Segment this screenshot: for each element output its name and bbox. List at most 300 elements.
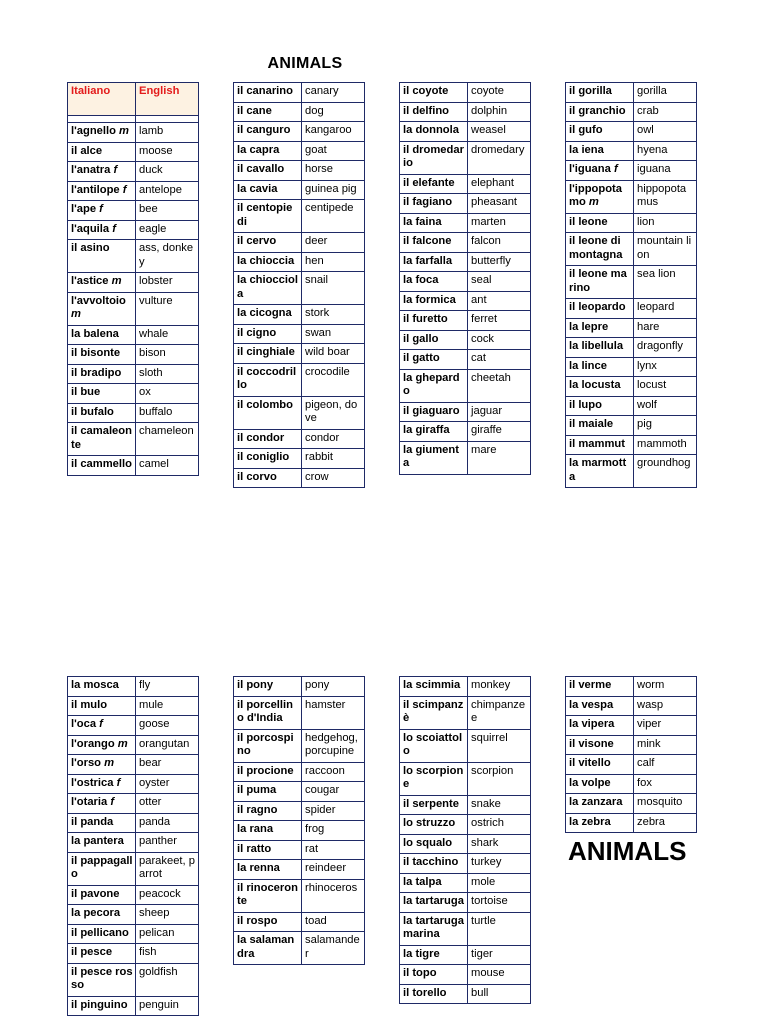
italian-term [68, 944, 136, 964]
italian-term [400, 350, 468, 370]
table-row [566, 233, 697, 266]
italian-word: il rospo [237, 914, 278, 927]
table-row [400, 174, 531, 194]
italian-term [234, 305, 302, 325]
italian-word: la balena [71, 327, 119, 340]
italian-term [566, 755, 634, 775]
italian-word: la faina [403, 215, 442, 228]
table-row [400, 945, 531, 965]
gender-marker: f [613, 163, 618, 175]
italian-word: il pappagallo [71, 854, 133, 880]
english-term: kangaroo [302, 122, 365, 142]
table-row [400, 795, 531, 815]
italian-term [400, 330, 468, 350]
english-term: leopard [634, 299, 697, 319]
table-row [566, 774, 697, 794]
italian-term [566, 266, 634, 299]
table-row [68, 201, 199, 221]
english-term: seal [468, 272, 531, 292]
table-row [68, 403, 199, 423]
english-term: lamb [136, 123, 199, 143]
english-term: toad [302, 912, 365, 932]
italian-term [234, 840, 302, 860]
english-term: crab [634, 102, 697, 122]
italian-term [566, 813, 634, 833]
italian-term [68, 292, 136, 325]
italian-word: la ghepardo [403, 371, 460, 397]
italian-word: l'orango [71, 737, 115, 750]
italian-term [566, 357, 634, 377]
gender-marker: m [111, 275, 122, 287]
table-row [400, 912, 531, 945]
gender-marker: f [112, 222, 116, 235]
table-row [566, 180, 697, 213]
table-row [400, 984, 531, 1004]
italian-word: il falcone [403, 235, 452, 247]
english-term: locust [634, 377, 697, 397]
english-term: sea lion [634, 266, 697, 299]
table-row [68, 755, 199, 775]
table-row [566, 455, 697, 488]
english-term: crocodile [302, 363, 365, 396]
italian-term [566, 774, 634, 794]
english-term: goose [136, 716, 199, 736]
italian-word: il cavallo [237, 163, 285, 175]
english-term: hare [634, 318, 697, 338]
italian-term [68, 201, 136, 221]
vocab-table-6 [233, 676, 365, 965]
italian-term [400, 272, 468, 292]
italian-term [68, 696, 136, 716]
english-term: pelican [136, 924, 199, 944]
english-term: mountain lion [634, 233, 697, 266]
italian-word: il bisonte [71, 347, 121, 359]
english-term: hedgehog, porcupine [302, 729, 365, 762]
english-term: moose [136, 142, 199, 162]
italian-term [68, 716, 136, 736]
italian-word: la mosca [71, 679, 119, 691]
italian-word: il gorilla [569, 85, 612, 97]
italian-word: la farfalla [403, 254, 453, 267]
gender-marker: f [122, 183, 127, 196]
table-row [68, 696, 199, 716]
english-term: cougar [302, 782, 365, 802]
english-term: orangutan [136, 735, 199, 755]
english-term: camel [136, 456, 199, 476]
italian-word: l'otaria [71, 796, 108, 808]
italian-word: la giumenta [403, 443, 459, 469]
italian-term [566, 396, 634, 416]
italian-term [68, 755, 136, 775]
table-row [68, 852, 199, 885]
italian-term [68, 774, 136, 794]
italian-term [400, 233, 468, 253]
table-row [566, 755, 697, 775]
english-term: coyote [468, 83, 531, 103]
table-row [68, 677, 199, 697]
english-term: condor [302, 429, 365, 449]
italian-term [566, 180, 634, 213]
italian-term [68, 963, 136, 996]
table-row [68, 292, 199, 325]
english-term: hen [302, 252, 365, 272]
english-term: whale [136, 325, 199, 345]
table-row [234, 468, 365, 488]
table-row [566, 677, 697, 697]
italian-word: la iena [569, 143, 604, 156]
table-row [400, 272, 531, 292]
italian-word: la chiocciola [237, 274, 298, 300]
italian-word: il panda [71, 815, 114, 828]
vocab-table-8 [565, 676, 697, 833]
italian-word: il verme [569, 679, 612, 691]
italian-word: l'astice [71, 275, 109, 287]
table-row [400, 194, 531, 214]
table-row [400, 252, 531, 272]
italian-term [400, 213, 468, 233]
italian-term [68, 162, 136, 182]
table-row [400, 873, 531, 893]
english-term: dromedary [468, 141, 531, 174]
english-term: panda [136, 813, 199, 833]
english-term: frog [302, 821, 365, 841]
italian-term [68, 924, 136, 944]
italian-word: la chioccia [237, 254, 295, 267]
italian-term [400, 854, 468, 874]
vocab-table-5 [67, 676, 199, 1016]
italian-term [68, 364, 136, 384]
english-term: marten [468, 213, 531, 233]
italian-word: il gufo [569, 124, 603, 136]
gender-marker: f [116, 776, 121, 789]
table-row [68, 833, 199, 853]
italian-term [68, 677, 136, 697]
gender-marker: f [110, 796, 115, 808]
italian-word: il condor [237, 431, 285, 444]
italian-word: il alce [71, 144, 103, 157]
italian-word: il corvo [237, 470, 277, 483]
italian-word: la volpe [569, 776, 611, 789]
table-row [400, 441, 531, 474]
italian-word: il giaguaro [403, 404, 460, 417]
italian-word: il dromedario [403, 143, 464, 169]
italian-word: il serpente [403, 797, 459, 810]
italian-term [234, 782, 302, 802]
english-term: butterfly [468, 252, 531, 272]
table-row [400, 893, 531, 913]
italian-term [68, 456, 136, 476]
italian-term [234, 429, 302, 449]
italian-term [566, 161, 634, 181]
english-term: raccoon [302, 762, 365, 782]
english-term: mare [468, 441, 531, 474]
italian-term [566, 377, 634, 397]
english-term: pheasant [468, 194, 531, 214]
english-term: zebra [634, 813, 697, 833]
italian-term [566, 102, 634, 122]
italian-word: il puma [237, 784, 277, 796]
italian-word: il centopiedi [237, 202, 293, 228]
italian-term [566, 716, 634, 736]
italian-term [400, 252, 468, 272]
vocab-table-2 [233, 82, 365, 488]
english-term: mink [634, 735, 697, 755]
italian-term [68, 325, 136, 345]
table-row [234, 344, 365, 364]
english-term: guinea pig [302, 180, 365, 200]
table-row [234, 429, 365, 449]
italian-word: il porcospino [237, 731, 294, 757]
table-row [566, 357, 697, 377]
italian-term [566, 794, 634, 814]
table-row [400, 213, 531, 233]
table-row [234, 801, 365, 821]
italian-term [68, 181, 136, 201]
italian-word: il torello [403, 986, 447, 999]
italian-term [400, 893, 468, 913]
italian-term [400, 422, 468, 442]
italian-word: la locusta [569, 379, 621, 391]
italian-term [566, 299, 634, 319]
table-row [400, 422, 531, 442]
table-row [68, 123, 199, 143]
italian-term [234, 801, 302, 821]
english-term: lion [634, 213, 697, 233]
italian-term [400, 945, 468, 965]
table-row [68, 345, 199, 365]
italian-word: il bue [71, 386, 101, 398]
italian-term [566, 318, 634, 338]
italian-term [234, 762, 302, 782]
italian-word: il bradipo [71, 366, 122, 379]
italian-word: il visone [569, 737, 614, 750]
italian-term [566, 677, 634, 697]
english-term: rhinoceros [302, 879, 365, 912]
italian-term [566, 338, 634, 358]
italian-word: la libellula [569, 340, 624, 352]
table-row [234, 396, 365, 429]
english-term: bison [136, 345, 199, 365]
italian-word: l'ostrica [71, 776, 114, 789]
english-term: cock [468, 330, 531, 350]
english-term: goat [302, 141, 365, 161]
english-term: mosquito [634, 794, 697, 814]
gender-marker: m [117, 737, 128, 750]
italian-term [400, 834, 468, 854]
italian-word: il fagiano [403, 196, 453, 208]
english-term: fish [136, 944, 199, 964]
english-term: sheep [136, 905, 199, 925]
gender-marker: m [119, 125, 129, 137]
table-row [68, 162, 199, 182]
english-term: cheetah [468, 369, 531, 402]
italian-term [234, 344, 302, 364]
italian-term [234, 696, 302, 729]
english-term: dolphin [468, 102, 531, 122]
table-row [566, 377, 697, 397]
english-term: jaguar [468, 402, 531, 422]
english-term: pigeon, dove [302, 396, 365, 429]
italian-term [68, 833, 136, 853]
header-italiano: Italiano [68, 83, 136, 116]
table-row [68, 240, 199, 273]
italian-term [234, 161, 302, 181]
italian-term [68, 220, 136, 240]
italian-word: il camaleonte [71, 425, 132, 451]
table-row [234, 677, 365, 697]
english-term: crow [302, 468, 365, 488]
english-term: rabbit [302, 449, 365, 469]
italian-term [566, 233, 634, 266]
english-term: hamster [302, 696, 365, 729]
english-term: mouse [468, 965, 531, 985]
table-row [68, 384, 199, 404]
italian-word: l'agnello [71, 125, 116, 137]
italian-term [400, 815, 468, 835]
table-row [566, 338, 697, 358]
english-term: wild boar [302, 344, 365, 364]
italian-word: l'avvoltoio [71, 294, 126, 307]
italian-term [68, 852, 136, 885]
table-row [566, 122, 697, 142]
table-row [234, 932, 365, 965]
table-header-row [68, 83, 199, 116]
english-term: dog [302, 102, 365, 122]
italian-word: l'oca [71, 718, 97, 730]
italian-term [234, 102, 302, 122]
italian-term [234, 468, 302, 488]
italian-word: l'aquila [71, 222, 110, 235]
italian-word: il colombo [237, 398, 293, 411]
italian-term [234, 396, 302, 429]
english-term: bear [136, 755, 199, 775]
english-term: parakeet, parrot [136, 852, 199, 885]
gender-marker: f [99, 203, 103, 215]
table-row [234, 729, 365, 762]
italian-term [234, 677, 302, 697]
english-term: worm [634, 677, 697, 697]
italian-term [68, 123, 136, 143]
english-term: groundhog [634, 455, 697, 488]
italian-word: il ragno [237, 803, 278, 816]
italian-word: la vespa [569, 698, 614, 711]
table-row [68, 181, 199, 201]
english-term: cat [468, 350, 531, 370]
english-term: scorpion [468, 762, 531, 795]
table-row [400, 350, 531, 370]
italian-term [68, 905, 136, 925]
italian-word: il pinguino [71, 998, 128, 1011]
vocab-table-4 [565, 82, 697, 488]
table-row [566, 735, 697, 755]
italian-term [400, 122, 468, 142]
italian-word: l'orso [71, 757, 102, 769]
italian-word: lo struzzo [403, 817, 456, 829]
italian-term [234, 272, 302, 305]
italian-word: il elefante [403, 176, 455, 189]
italian-term [234, 363, 302, 396]
italian-term [400, 311, 468, 331]
english-term: reindeer [302, 860, 365, 880]
italian-term [400, 677, 468, 697]
english-term: hippopotamus [634, 180, 697, 213]
italian-word: la zebra [569, 815, 611, 828]
table-row [400, 233, 531, 253]
italian-word: la tartaruga marina [403, 914, 464, 940]
italian-word: il maiale [569, 418, 614, 430]
english-term: pig [634, 416, 697, 436]
italian-word: la renna [237, 862, 280, 874]
table-row [400, 762, 531, 795]
italian-word: il ratto [237, 842, 272, 855]
english-term: sloth [136, 364, 199, 384]
italian-term [234, 879, 302, 912]
vocab-table-7 [399, 676, 531, 1004]
italian-word: il cigno [237, 326, 277, 339]
vocab-table-3 [399, 82, 531, 475]
english-term: fly [136, 677, 199, 697]
italian-word: la cavia [237, 182, 278, 195]
table-row [68, 325, 199, 345]
table-row [566, 266, 697, 299]
gender-marker: m [588, 196, 599, 208]
italian-term [234, 912, 302, 932]
table-row [234, 180, 365, 200]
table-row [234, 821, 365, 841]
table-row [234, 840, 365, 860]
table-row [234, 762, 365, 782]
table-row [566, 318, 697, 338]
table-row [400, 122, 531, 142]
italian-word: il furetto [403, 313, 448, 325]
english-term: owl [634, 122, 697, 142]
italian-word: il topo [403, 967, 437, 979]
table-row [400, 311, 531, 331]
italian-word: il coyote [403, 85, 449, 97]
italian-term [234, 729, 302, 762]
english-term: elephant [468, 174, 531, 194]
table-row [566, 435, 697, 455]
table-row [234, 860, 365, 880]
english-term: mole [468, 873, 531, 893]
table-row [566, 794, 697, 814]
italian-word: il pavone [71, 887, 120, 900]
english-term: hyena [634, 141, 697, 161]
english-term: rat [302, 840, 365, 860]
italian-word: il canarino [237, 85, 293, 97]
table-row [400, 729, 531, 762]
gender-marker: m [71, 308, 81, 320]
italian-term [400, 174, 468, 194]
italian-word: il coccodrillo [237, 365, 297, 391]
italian-term [68, 996, 136, 1016]
english-term: turkey [468, 854, 531, 874]
italian-word: la tigre [403, 947, 440, 960]
italian-word: l'antilope [71, 183, 120, 196]
table-row [234, 879, 365, 912]
table-row [68, 794, 199, 814]
italian-word: la formica [403, 293, 456, 306]
italian-word: la pantera [71, 835, 124, 847]
english-term: wolf [634, 396, 697, 416]
italian-word: il pellicano [71, 926, 129, 939]
italian-word: il cane [237, 104, 272, 117]
english-term: canary [302, 83, 365, 103]
italian-word: il tacchino [403, 856, 459, 868]
english-term: peacock [136, 885, 199, 905]
italian-word: la scimmia [403, 679, 461, 691]
italian-word: la zanzara [569, 796, 623, 808]
